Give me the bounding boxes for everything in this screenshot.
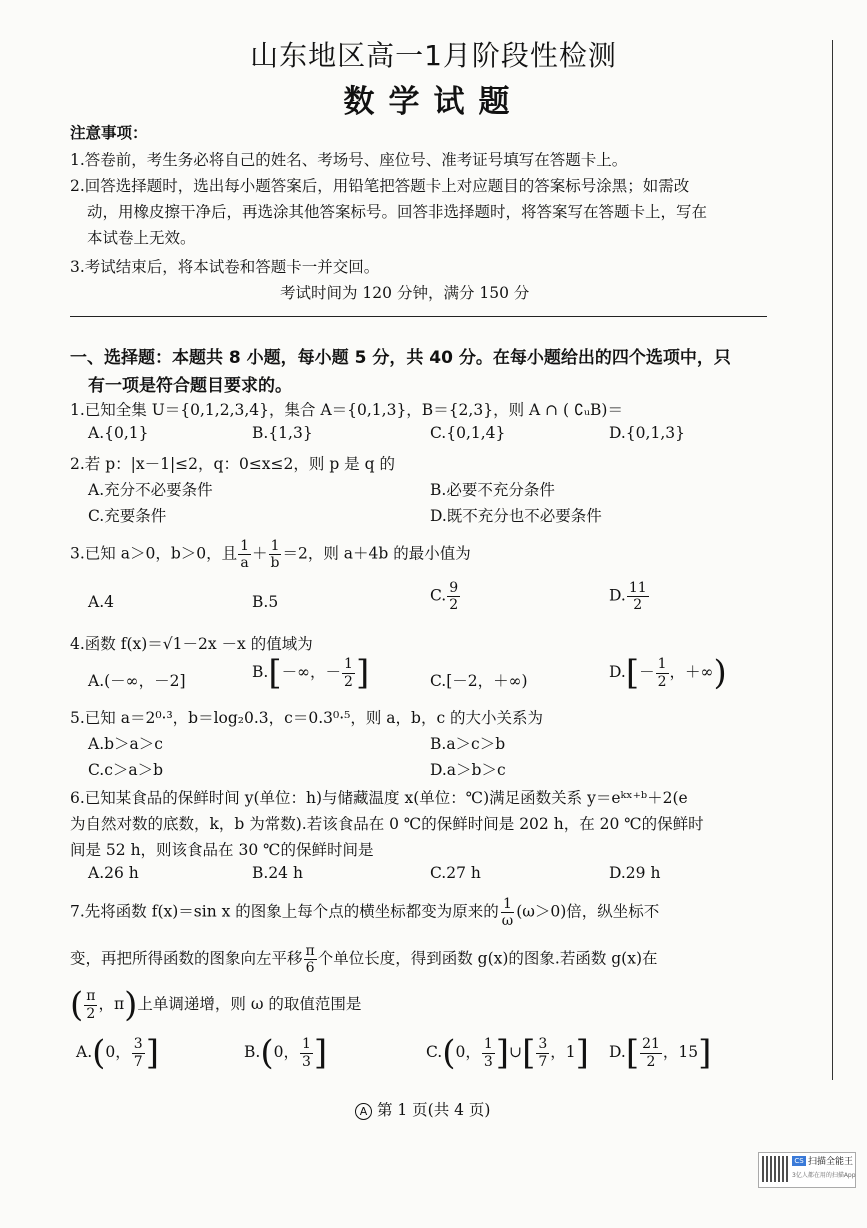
q1-option-d: D.{0,1,3} xyxy=(609,424,685,442)
q7-stem-line-3: ( $\frac{\pi}{2}$ ，π)上单调递增，则 ω 的取值范围是 xyxy=(70,985,362,1025)
qr-code-icon xyxy=(762,1156,788,1182)
subject-title: 数学试题 xyxy=(343,84,524,120)
q3-option-a: A.4 xyxy=(88,593,114,611)
q4-option-d: D.[－ $\frac{1}{2}$ ，＋∞) xyxy=(609,653,727,693)
q5-option-d: D.a＞b＞c xyxy=(430,761,506,779)
notice-item-1: 1.答卷前，考生务必将自己的姓名、考场号、座位号、准考证号填写在答题卡上。 xyxy=(70,151,628,169)
notice-heading: 注意事项： xyxy=(70,124,148,142)
q7-option-b: B.(0， $\frac{1}{3}$ ] xyxy=(244,1033,328,1073)
notice-item-2-line-3: 本试卷上无效。 xyxy=(87,229,196,247)
notice-item-2-line-2: 动，用橡皮擦干净后，再选涂其他答案标号。回答非选择题时，将答案写在答题卡上，写在 xyxy=(87,203,708,221)
q3-option-d: D. $\frac{11}{2}$ xyxy=(609,580,647,614)
notice-item-3: 3.考试结束后，将本试卷和答题卡一并交回。 xyxy=(70,258,380,276)
q7-stem-line-1: 7.先将函数 f(x)＝sin x 的图象上每个点的横坐标都变为原来的 $\frac{1}{\omega}$ (ω＞0)倍，纵坐标不 xyxy=(70,896,660,930)
exam-time: 考试时间为 120 分钟，满分 150 分 xyxy=(280,284,530,302)
notice-item-2-line-1: 2.回答选择题时，选出每小题答案后，用铅笔把答题卡上对应题目的答案标号涂黑；如需改 xyxy=(70,177,690,195)
q6-stem-line-3: 间是 52 h，则该食品在 30 ℃的保鲜时间是 xyxy=(70,841,374,859)
paper-version-seal-icon: A xyxy=(355,1103,372,1120)
q5-stem: 5.已知 a＝2⁰·³，b＝log₂0.3，c＝0.3⁰·⁵，则 a，b，c 的大小关系为 xyxy=(70,709,544,727)
q7-option-c: C.(0， $\frac{1}{3}$ ]∪[ $\frac{3}{7}$ ，1] xyxy=(426,1033,589,1073)
camscanner-logo-icon: CS xyxy=(792,1156,806,1166)
section-1-heading-line-1: 一、选择题：本题共 8 小题，每小题 5 分，共 40 分。在每小题给出的四个选项中，只 xyxy=(70,348,731,368)
q2-option-b: B.必要不充分条件 xyxy=(430,481,555,499)
q6-option-c: C.27 h xyxy=(430,864,481,882)
q2-option-d: D.既不充分也不必要条件 xyxy=(430,507,602,525)
q5-option-a: A.b＞a＞c xyxy=(88,735,163,753)
divider xyxy=(70,316,767,317)
exam-title: 山东地区高一1月阶段性检测 xyxy=(250,39,617,72)
q2-stem: 2.若 p：|x－1|≤2，q：0≤x≤2，则 p 是 q 的 xyxy=(70,455,395,473)
q6-option-b: B.24 h xyxy=(252,864,303,882)
q7-stem-line-2: 变，再把所得函数的图象向左平移 $\frac{\pi}{6}$ 个单位长度，得到函数 g(x)的图象.若函数 g(x)在 xyxy=(70,943,658,977)
q3-stem: 3.已知 a＞0，b＞0，且 $\frac{1}{a}$ ＋ $\frac{1}{b}$ ＝2，则 a＋4b 的最小值为 xyxy=(70,538,471,572)
section-1-heading-line-2: 有一项是符合题目要求的。 xyxy=(88,376,292,396)
q1-option-a: A.{0,1} xyxy=(88,424,149,442)
q3-fraction-2: $\frac{1}{b}$ xyxy=(270,538,280,572)
q2-option-a: A.充分不必要条件 xyxy=(88,481,213,499)
q5-option-b: B.a＞c＞b xyxy=(430,735,506,753)
q6-stem-line-1: 6.已知某食品的保鲜时间 y(单位：h)与储藏温度 x(单位：℃)满足函数关系 y＝eᵏˣ⁺ᵇ＋2(e xyxy=(70,789,688,807)
q1-option-b: B.{1,3} xyxy=(252,424,313,442)
q2-option-c: C.充要条件 xyxy=(88,507,167,525)
q6-option-a: A.26 h xyxy=(88,864,139,882)
binding-line xyxy=(832,40,833,1080)
q7-option-a: A.(0， $\frac{3}{7}$ ] xyxy=(76,1033,159,1073)
q3-option-c: C. $\frac{9}{2}$ xyxy=(430,580,459,614)
q4-option-c: C.[－2，＋∞) xyxy=(430,672,528,690)
q1-stem: 1.已知全集 U＝{0,1,2,3,4}，集合 A＝{0,1,3}，B＝{2,3}，则 A ∩ ( ∁ᵤB)＝ xyxy=(70,401,623,419)
scanner-tagline: 3亿人都在用的扫描App xyxy=(792,1172,856,1179)
q5-option-c: C.c＞a＞b xyxy=(88,761,164,779)
q4-option-a: A.(－∞，－2] xyxy=(88,672,186,690)
page-footer xyxy=(355,1098,490,1120)
q1-option-c: C.{0,1,4} xyxy=(430,424,506,442)
q3-option-b: B.5 xyxy=(252,593,279,611)
q7-option-d: D.[ $\frac{21}{2}$ ，15] xyxy=(609,1033,712,1073)
q4-option-b: B.[－∞，－ $\frac{1}{2}$ ] xyxy=(252,653,370,693)
q6-stem-line-2: 为自然对数的底数，k，b 为常数).若该食品在 0 ℃的保鲜时间是 202 h，在 20 ℃的保鲜时 xyxy=(70,815,704,833)
q3-fraction-1: $\frac{1}{a}$ xyxy=(240,538,250,572)
page-number: 第 1 页(共 4 页) xyxy=(376,1101,491,1119)
q6-option-d: D.29 h xyxy=(609,864,661,882)
scanner-brand: 扫描全能王 xyxy=(808,1157,854,1167)
q4-stem: 4.函数 f(x)＝√1－2x －x 的值域为 xyxy=(70,635,313,653)
